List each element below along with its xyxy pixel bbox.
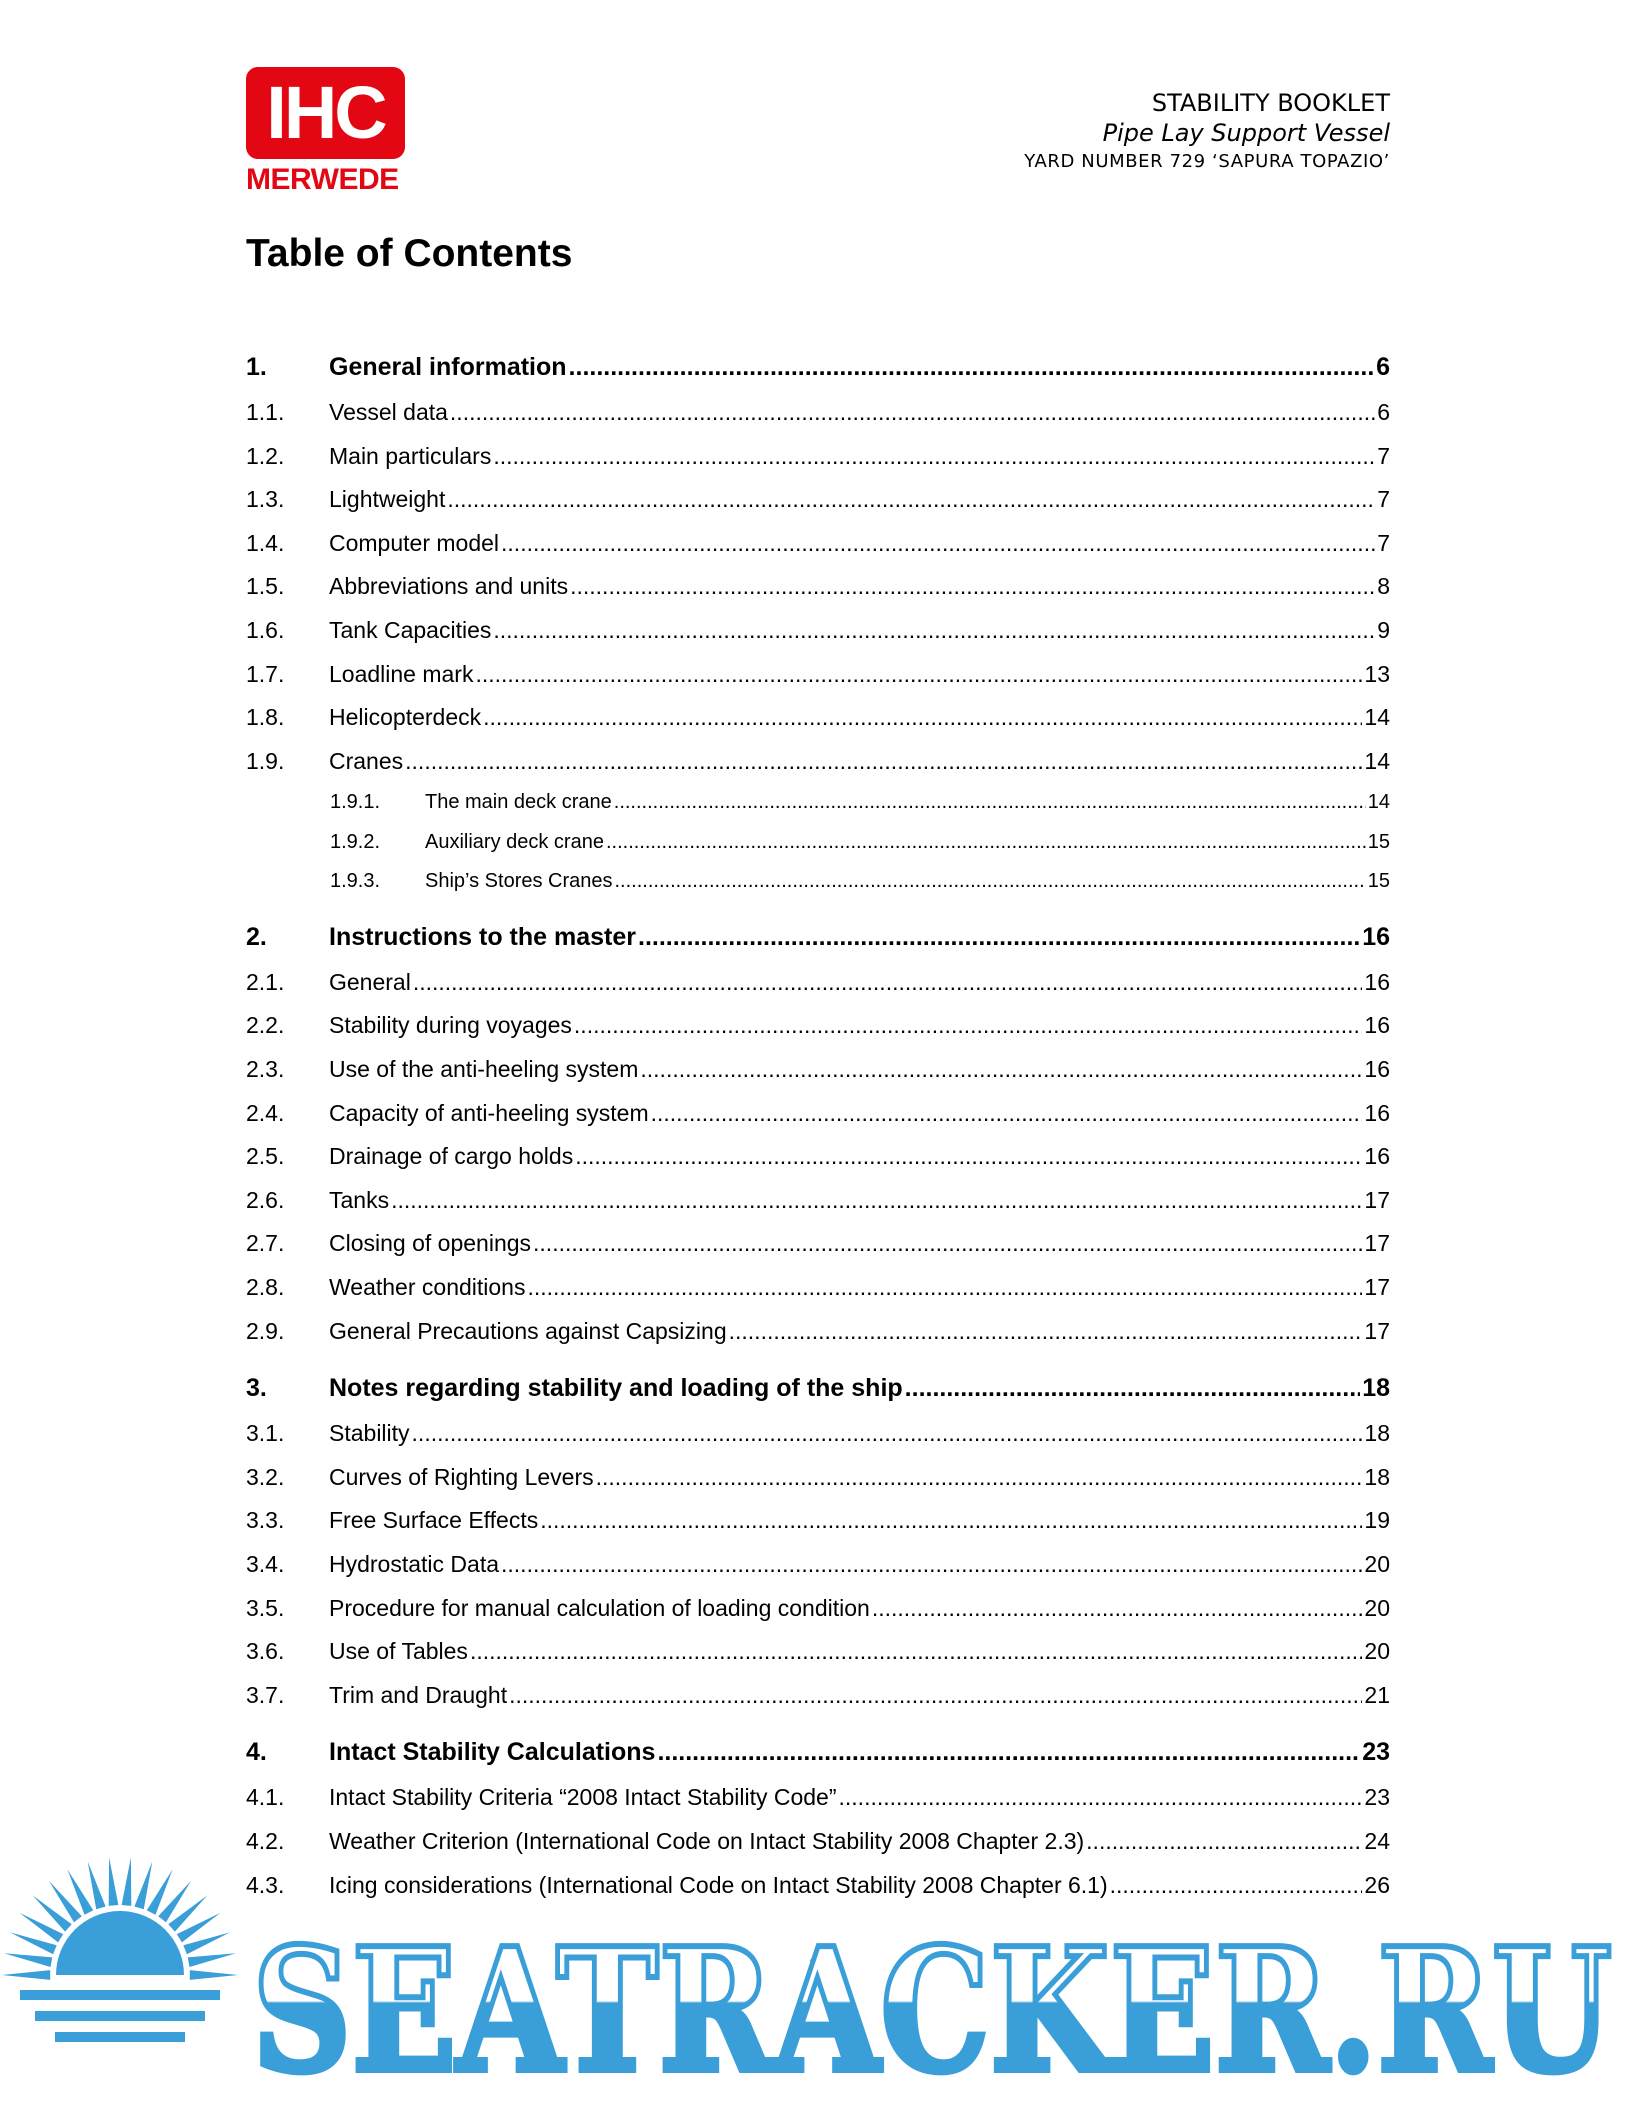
toc-entry-title: Trim and Draught <box>329 1681 508 1708</box>
sun-ray <box>134 1862 152 1910</box>
toc-entry-number: 1.8. <box>246 704 285 731</box>
sun-ray <box>188 1953 236 1967</box>
toc-leader-dots <box>493 435 1375 479</box>
toc-entry[interactable] <box>246 696 1390 740</box>
toc-entry[interactable] <box>246 565 1390 609</box>
toc-entry[interactable] <box>246 1674 1390 1718</box>
toc-entry-number: 4. <box>246 1738 267 1767</box>
toc-leader-dots <box>569 344 1375 391</box>
toc-entry-page: 7 <box>1377 442 1390 469</box>
toc-entry-number: 3. <box>246 1374 267 1403</box>
logo-sub-text: MERWEDE <box>246 163 399 196</box>
toc-entry-page: 16 <box>1364 1099 1390 1126</box>
toc-leader-dots <box>657 1729 1360 1776</box>
toc-entry-number: 2.7. <box>246 1230 285 1257</box>
company-logo <box>246 67 409 197</box>
toc-entry-number: 2.5. <box>246 1143 285 1170</box>
toc-entry-title: Intact Stability Calculations <box>329 1738 656 1767</box>
toc-entry-number: 3.7. <box>246 1681 285 1708</box>
toc-entry[interactable] <box>246 1310 1390 1354</box>
toc-entry-number: 1.9.2. <box>330 830 381 853</box>
toc-entry-page: 21 <box>1364 1681 1390 1708</box>
toc-leader-dots <box>872 1587 1363 1631</box>
toc-entry[interactable] <box>246 862 1390 902</box>
header-line-2: Pipe Lay Support Vessel <box>1102 119 1390 147</box>
sun-ray <box>88 1862 106 1910</box>
toc-leader-dots <box>540 1499 1362 1543</box>
toc-entry-page: 20 <box>1364 1550 1390 1577</box>
sun-icon <box>2 1858 238 2043</box>
toc-entry[interactable] <box>246 1729 1390 1776</box>
toc-entry[interactable] <box>246 1776 1390 1820</box>
toc-leader-dots <box>493 609 1375 653</box>
toc-entry-page: 16 <box>1364 1143 1390 1170</box>
toc-entry[interactable] <box>246 1365 1390 1412</box>
toc-leader-dots <box>450 391 1375 435</box>
toc-entry-number: 2.1. <box>246 968 285 995</box>
toc-leader-dots <box>606 823 1366 863</box>
toc-entry[interactable] <box>246 391 1390 435</box>
toc-entry-number: 1.9.3. <box>330 870 381 893</box>
toc-leader-dots <box>391 1179 1362 1223</box>
toc-entry-page: 19 <box>1364 1507 1390 1534</box>
toc-entry-title: Main particulars <box>329 442 492 469</box>
toc-entry[interactable] <box>246 522 1390 566</box>
toc-entry-page: 20 <box>1364 1638 1390 1665</box>
toc-entry[interactable] <box>246 435 1390 479</box>
toc-entry[interactable] <box>246 1048 1390 1092</box>
toc-entry[interactable] <box>246 1135 1390 1179</box>
toc-entry-title: Notes regarding stability and loading of the ship <box>329 1374 903 1403</box>
toc-entry[interactable] <box>246 1222 1390 1266</box>
toc-entry-title: General <box>329 968 411 995</box>
toc-entry[interactable] <box>246 1543 1390 1587</box>
toc-entry-number: 2. <box>246 922 267 951</box>
toc-entry-title: Ship’s Stores Cranes <box>425 870 613 893</box>
toc-entry-page: 16 <box>1364 1056 1390 1083</box>
toc-entry-page: 17 <box>1364 1317 1390 1344</box>
toc-leader-dots <box>575 1135 1362 1179</box>
toc-leader-dots <box>509 1674 1362 1718</box>
toc-entry[interactable] <box>246 653 1390 697</box>
toc-entry-title: General information <box>329 353 567 381</box>
toc-entry-title: Curves of Righting Levers <box>329 1463 594 1490</box>
toc-leader-dots <box>475 653 1362 697</box>
toc-entry[interactable] <box>246 1412 1390 1456</box>
toc-entry-page: 18 <box>1364 1420 1390 1447</box>
toc-entry-title: Drainage of cargo holds <box>329 1143 574 1170</box>
toc-entry[interactable] <box>246 740 1390 784</box>
toc-entry[interactable] <box>246 1266 1390 1310</box>
toc-entry-number: 1.1. <box>246 399 285 425</box>
toc-entry-title: Abbreviations and units <box>329 573 569 600</box>
watermark <box>0 1855 1630 2101</box>
toc-entry-number: 3.3. <box>246 1507 285 1534</box>
toc-entry-title: Use of the anti-heeling system <box>329 1056 639 1083</box>
toc-entry[interactable] <box>246 344 1390 391</box>
toc-leader-dots <box>501 1543 1362 1587</box>
toc-entry[interactable] <box>246 783 1390 823</box>
toc-entry-page: 13 <box>1364 660 1390 687</box>
toc-entry-number: 3.5. <box>246 1594 285 1621</box>
toc-entry-title: The main deck crane <box>425 791 612 814</box>
toc-entry-page: 23 <box>1364 1784 1390 1811</box>
toc-entry-page: 16 <box>1364 1012 1390 1039</box>
toc-entry-title: Intact Stability Criteria “2008 Intact Stability Code” <box>329 1784 837 1811</box>
toc-entry-title: Vessel data <box>329 399 448 425</box>
toc-entry-page: 14 <box>1364 747 1390 774</box>
toc-entry-title: Instructions to the master <box>329 922 636 951</box>
toc-entry-number: 1.6. <box>246 616 285 643</box>
toc-entry[interactable] <box>246 961 1390 1005</box>
toc-entry[interactable] <box>246 1179 1390 1223</box>
toc-entry-number: 3.6. <box>246 1638 285 1665</box>
toc-leader-dots <box>905 1365 1361 1412</box>
toc-entry-number: 2.2. <box>246 1012 285 1039</box>
watermark-text: SEATRACKER.RU <box>252 1911 1612 2101</box>
toc-entry-page: 24 <box>1364 1827 1390 1854</box>
sun-ray <box>190 1970 238 1980</box>
page-number: 3 <box>809 1953 822 1978</box>
toc-entry-number: 1.4. <box>246 529 285 556</box>
toc-entry-page: 18 <box>1364 1463 1390 1490</box>
toc-entry-title: Free Surface Effects <box>329 1507 539 1534</box>
toc-entry[interactable] <box>246 914 1390 961</box>
toc-leader-dots <box>413 961 1363 1005</box>
toc-leader-dots <box>729 1310 1363 1354</box>
toc-entry-page: 16 <box>1364 968 1390 995</box>
toc-leader-dots <box>483 696 1362 740</box>
toc-entry[interactable] <box>246 1004 1390 1048</box>
toc-entry-title: Stability <box>329 1420 410 1447</box>
toc-entry-page: 17 <box>1364 1186 1390 1213</box>
toc-leader-dots <box>405 740 1362 784</box>
toc-entry-number: 4.2. <box>246 1827 285 1854</box>
toc-entry-title: Tanks <box>329 1186 390 1213</box>
toc-entry-title: Computer model <box>329 529 500 556</box>
toc-entry-number: 3.2. <box>246 1463 285 1490</box>
toc-entry-number: 2.9. <box>246 1317 285 1344</box>
toc-entry-page: 6 <box>1376 353 1390 381</box>
toc-entry-title: Auxiliary deck crane <box>425 830 604 853</box>
toc-leader-dots <box>614 783 1366 823</box>
toc-leader-dots <box>638 914 1360 961</box>
toc-entry-page: 23 <box>1362 1738 1390 1767</box>
toc-entry-title: Procedure for manual calculation of loading condition <box>329 1594 870 1621</box>
toc-leader-dots <box>527 1266 1362 1310</box>
sun-ray <box>2 1970 50 1980</box>
toc-entry[interactable] <box>246 823 1390 863</box>
toc-entry-page: 6 <box>1377 399 1390 425</box>
toc-entry[interactable] <box>246 609 1390 653</box>
toc-leader-dots <box>839 1776 1363 1820</box>
sun-ray <box>4 1953 52 1967</box>
toc-entry[interactable] <box>246 1630 1390 1674</box>
toc-entry-title: Use of Tables <box>329 1638 468 1665</box>
toc-leader-dots <box>574 1004 1362 1048</box>
toc-entry-title: Lightweight <box>329 486 446 513</box>
toc-entry-page: 14 <box>1367 791 1390 814</box>
sun-ray <box>122 1858 132 1906</box>
toc-entry-page: 7 <box>1377 529 1390 556</box>
toc-entry-number: 1.9. <box>246 747 285 774</box>
toc-entry-page: 17 <box>1364 1230 1390 1257</box>
toc-entry-title: General Precautions against Capsizing <box>329 1317 727 1344</box>
toc-entry-number: 4.3. <box>246 1871 285 1898</box>
toc-entry-title: Icing considerations (International Code on Intact Stability 2008 Chapter 6.1) <box>329 1871 1108 1898</box>
toc-entry-number: 1.9.1. <box>330 791 381 814</box>
logo-main-text: IHC <box>266 71 385 154</box>
logo-badge <box>246 67 405 159</box>
toc-entry-title: Tank Capacities <box>329 616 492 643</box>
toc-entry-title: Weather Criterion (International Code on Intact Stability 2008 Chapter 2.3) <box>329 1827 1085 1854</box>
toc-entry-page: 20 <box>1364 1594 1390 1621</box>
toc-entry[interactable] <box>246 1456 1390 1500</box>
toc-entry-number: 2.3. <box>246 1056 285 1083</box>
toc-entry-page: 15 <box>1367 830 1390 853</box>
toc-entry-page: 7 <box>1377 486 1390 513</box>
toc-entry[interactable] <box>246 1587 1390 1631</box>
toc-leader-dots <box>651 1092 1363 1136</box>
toc-entry-number: 4.1. <box>246 1784 285 1811</box>
toc-entry-title: Stability during voyages <box>329 1012 572 1039</box>
toc-entry-number: 2.8. <box>246 1274 285 1300</box>
toc-leader-dots <box>640 1048 1362 1092</box>
document-header <box>1024 88 1390 175</box>
toc-entry-page: 17 <box>1364 1274 1390 1300</box>
toc-leader-dots <box>615 862 1366 902</box>
toc-entry-title: Weather conditions <box>329 1274 526 1300</box>
toc-entry[interactable] <box>246 1499 1390 1543</box>
toc-entry-number: 1.2. <box>246 442 285 469</box>
toc-entry-page: 8 <box>1377 573 1390 600</box>
toc-entry-title: Helicopterdeck <box>329 704 482 731</box>
toc-entry-title: Loadline mark <box>329 660 474 687</box>
toc-entry-number: 2.4. <box>246 1099 285 1126</box>
toc-leader-dots <box>596 1456 1363 1500</box>
toc-entry-number: 1.7. <box>246 660 285 687</box>
toc-entry-number: 1.3. <box>246 486 285 513</box>
toc-entry-title: Hydrostatic Data <box>329 1550 500 1577</box>
toc-leader-dots <box>447 478 1375 522</box>
toc-leader-dots <box>533 1222 1362 1266</box>
sun-ray <box>109 1858 119 1906</box>
table-of-contents <box>246 344 1390 1907</box>
toc-entry-page: 26 <box>1364 1871 1390 1898</box>
toc-entry-page: 9 <box>1377 616 1390 643</box>
header-line-3: YARD NUMBER 729 ‘SAPURA TOPAZIO’ <box>1024 151 1390 172</box>
toc-leader-dots <box>501 522 1375 566</box>
toc-entry[interactable] <box>246 1092 1390 1136</box>
toc-entry-number: 1.5. <box>246 573 285 600</box>
toc-entry[interactable] <box>246 478 1390 522</box>
toc-entry-number: 1. <box>246 353 267 381</box>
toc-entry-title: Capacity of anti-heeling system <box>329 1099 649 1126</box>
toc-leader-dots <box>470 1630 1362 1674</box>
toc-entry-title: Closing of openings <box>329 1230 532 1257</box>
toc-entry-page: 16 <box>1362 922 1390 951</box>
toc-leader-dots <box>412 1412 1363 1456</box>
toc-leader-dots <box>570 565 1375 609</box>
toc-entry-page: 14 <box>1364 704 1390 731</box>
toc-entry-number: 2.6. <box>246 1186 285 1213</box>
toc-entry-number: 3.1. <box>246 1420 285 1447</box>
header-line-1: STABILITY BOOKLET <box>1151 89 1390 117</box>
toc-entry-page: 18 <box>1362 1374 1390 1403</box>
toc-entry-page: 15 <box>1367 870 1390 893</box>
toc-entry-number: 3.4. <box>246 1550 285 1577</box>
page-title: Table of Contents <box>246 232 573 275</box>
toc-entry-title: Cranes <box>329 747 404 774</box>
